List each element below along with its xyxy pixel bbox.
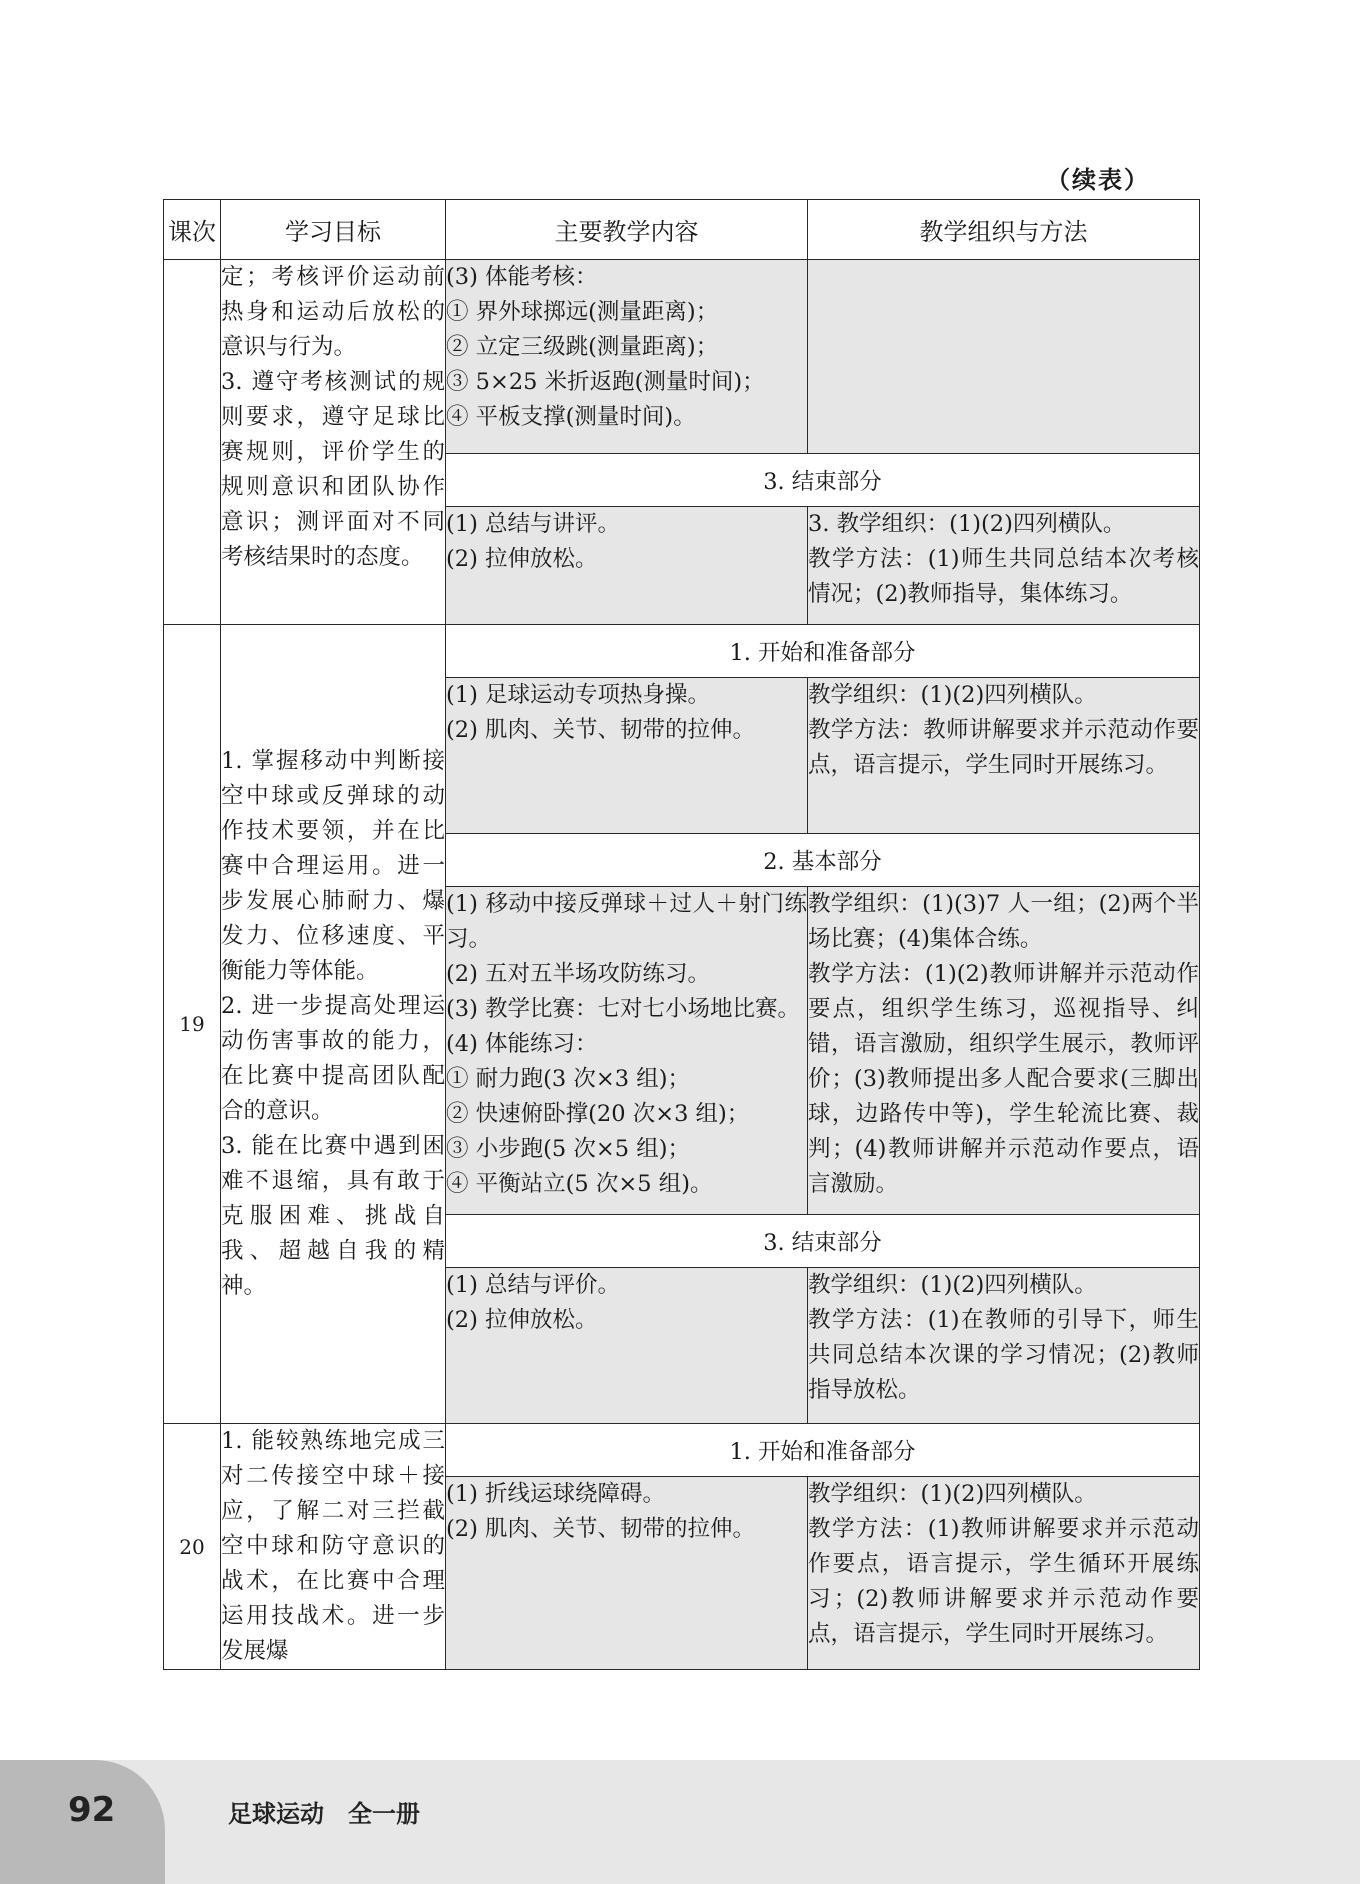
lesson19-basic-method: 教学组织：(1)(3)7 人一组；(2)两个半场比赛；(4)集体合练。 教学方法：(1)(2)教师讲解并示范动作要点，组织学生练习，巡视指导、纠错，语言激励，组织学生展示，教师评价；(3)教师提出多人配合要求(三脚出球，边路传中等)，学生轮流比赛、裁判；(4)教师讲解并示范动作要点，语言激励。 <box>808 887 1200 1215</box>
page-number: 92 <box>68 1790 116 1830</box>
lesson19-end-content: (1) 总结与评价。 (2) 拉伸放松。 <box>446 1268 808 1424</box>
lesson19-end-method: 教学组织：(1)(2)四列横队。 教学方法：(1)在教师的引导下，师生共同总结本次课的学习情况；(2)教师指导放松。 <box>808 1268 1200 1424</box>
continued-label: （续表） <box>1046 166 1150 194</box>
lesson19-basic-content: (1) 移动中接反弹球＋过人＋射门练习。 (2) 五对五半场攻防练习。 (3) 教学比赛：七对七小场地比赛。 (4) 体能练习： ① 耐力跑(3 次×3 组)； ② 快速俯卧撑(20 次×3 组)； ③ 小步跑(5 次×5 组)； ④ 平衡站立(5 次×5 组)。 <box>446 887 808 1215</box>
lesson-number-19: 19 <box>164 625 221 1424</box>
header-lesson: 课次 <box>164 200 221 260</box>
lesson20-start-content: (1) 折线运球绕障碍。 (2) 肌肉、关节、韧带的拉伸。 <box>446 1477 808 1670</box>
lesson18-goals: 定；考核评价运动前热身和运动后放松的意识与行为。 3. 遵守考核测试的规则要求，遵守足球比赛规则，评价学生的规则意识和团队协作意识；测评面对不同考核结果时的态度。 <box>221 260 446 625</box>
lesson18-fitness-method <box>808 260 1200 454</box>
lesson-number-18 <box>164 260 221 625</box>
book-title: 足球运动 全一册 <box>228 1800 420 1828</box>
lesson19-start-method: 教学组织：(1)(2)四列横队。 教学方法：教师讲解要求并示范动作要点，语言提示，学生同时开展练习。 <box>808 678 1200 834</box>
table-header-row <box>164 200 1200 260</box>
lesson20-section-start: 1. 开始和准备部分 <box>446 1424 1200 1477</box>
lesson19-section-end: 3. 结束部分 <box>446 1215 1200 1268</box>
lesson18-fitness-content: (3) 体能考核： ① 界外球掷远(测量距离)； ② 立定三级跳(测量距离)； ③ 5×25 米折返跑(测量时间)； ④ 平板支撑(测量时间)。 <box>446 260 808 454</box>
lesson-number-20: 20 <box>164 1424 221 1670</box>
lesson19-goals: 1. 掌握移动中判断接空中球或反弹球的动作技术要领，并在比赛中合理运用。进一步发展心肺耐力、爆发力、位移速度、平衡能力等体能。 2. 进一步提高处理运动伤害事故的能力，在比赛中提高团队配合的意识。 3. 能在比赛中遇到困难不退缩，具有敢于克服困难、挑战自我、超越自我的精神。 <box>221 625 446 1424</box>
lesson18-end-content: (1) 总结与讲评。 (2) 拉伸放松。 <box>446 507 808 625</box>
header-method: 教学组织与方法 <box>808 200 1200 260</box>
header-content: 主要教学内容 <box>446 200 808 260</box>
lesson19-section-start: 1. 开始和准备部分 <box>446 625 1200 678</box>
header-goals: 学习目标 <box>221 200 446 260</box>
lesson20-goals: 1. 能较熟练地完成三对二传接空中球＋接应，了解二对三拦截空中球和防守意识的战术，在比赛中合理运用技战术。进一步发展爆 <box>221 1424 446 1670</box>
lesson20-start-method: 教学组织：(1)(2)四列横队。 教学方法：(1)教师讲解要求并示范动作要点，语言提示，学生循环开展练习；(2)教师讲解要求并示范动作要点，语言提示，学生同时开展练习。 <box>808 1477 1200 1670</box>
lesson18-section-end: 3. 结束部分 <box>446 454 1200 507</box>
lesson19-section-basic: 2. 基本部分 <box>446 834 1200 887</box>
lesson19-start-content: (1) 足球运动专项热身操。 (2) 肌肉、关节、韧带的拉伸。 <box>446 678 808 834</box>
lesson18-end-method: 3. 教学组织：(1)(2)四列横队。 教学方法：(1)师生共同总结本次考核情况；(2)教师指导，集体练习。 <box>808 507 1200 625</box>
page-footer <box>0 1760 1360 1884</box>
lesson-plan-table <box>163 199 1200 1670</box>
page-number-tab <box>0 1760 165 1884</box>
